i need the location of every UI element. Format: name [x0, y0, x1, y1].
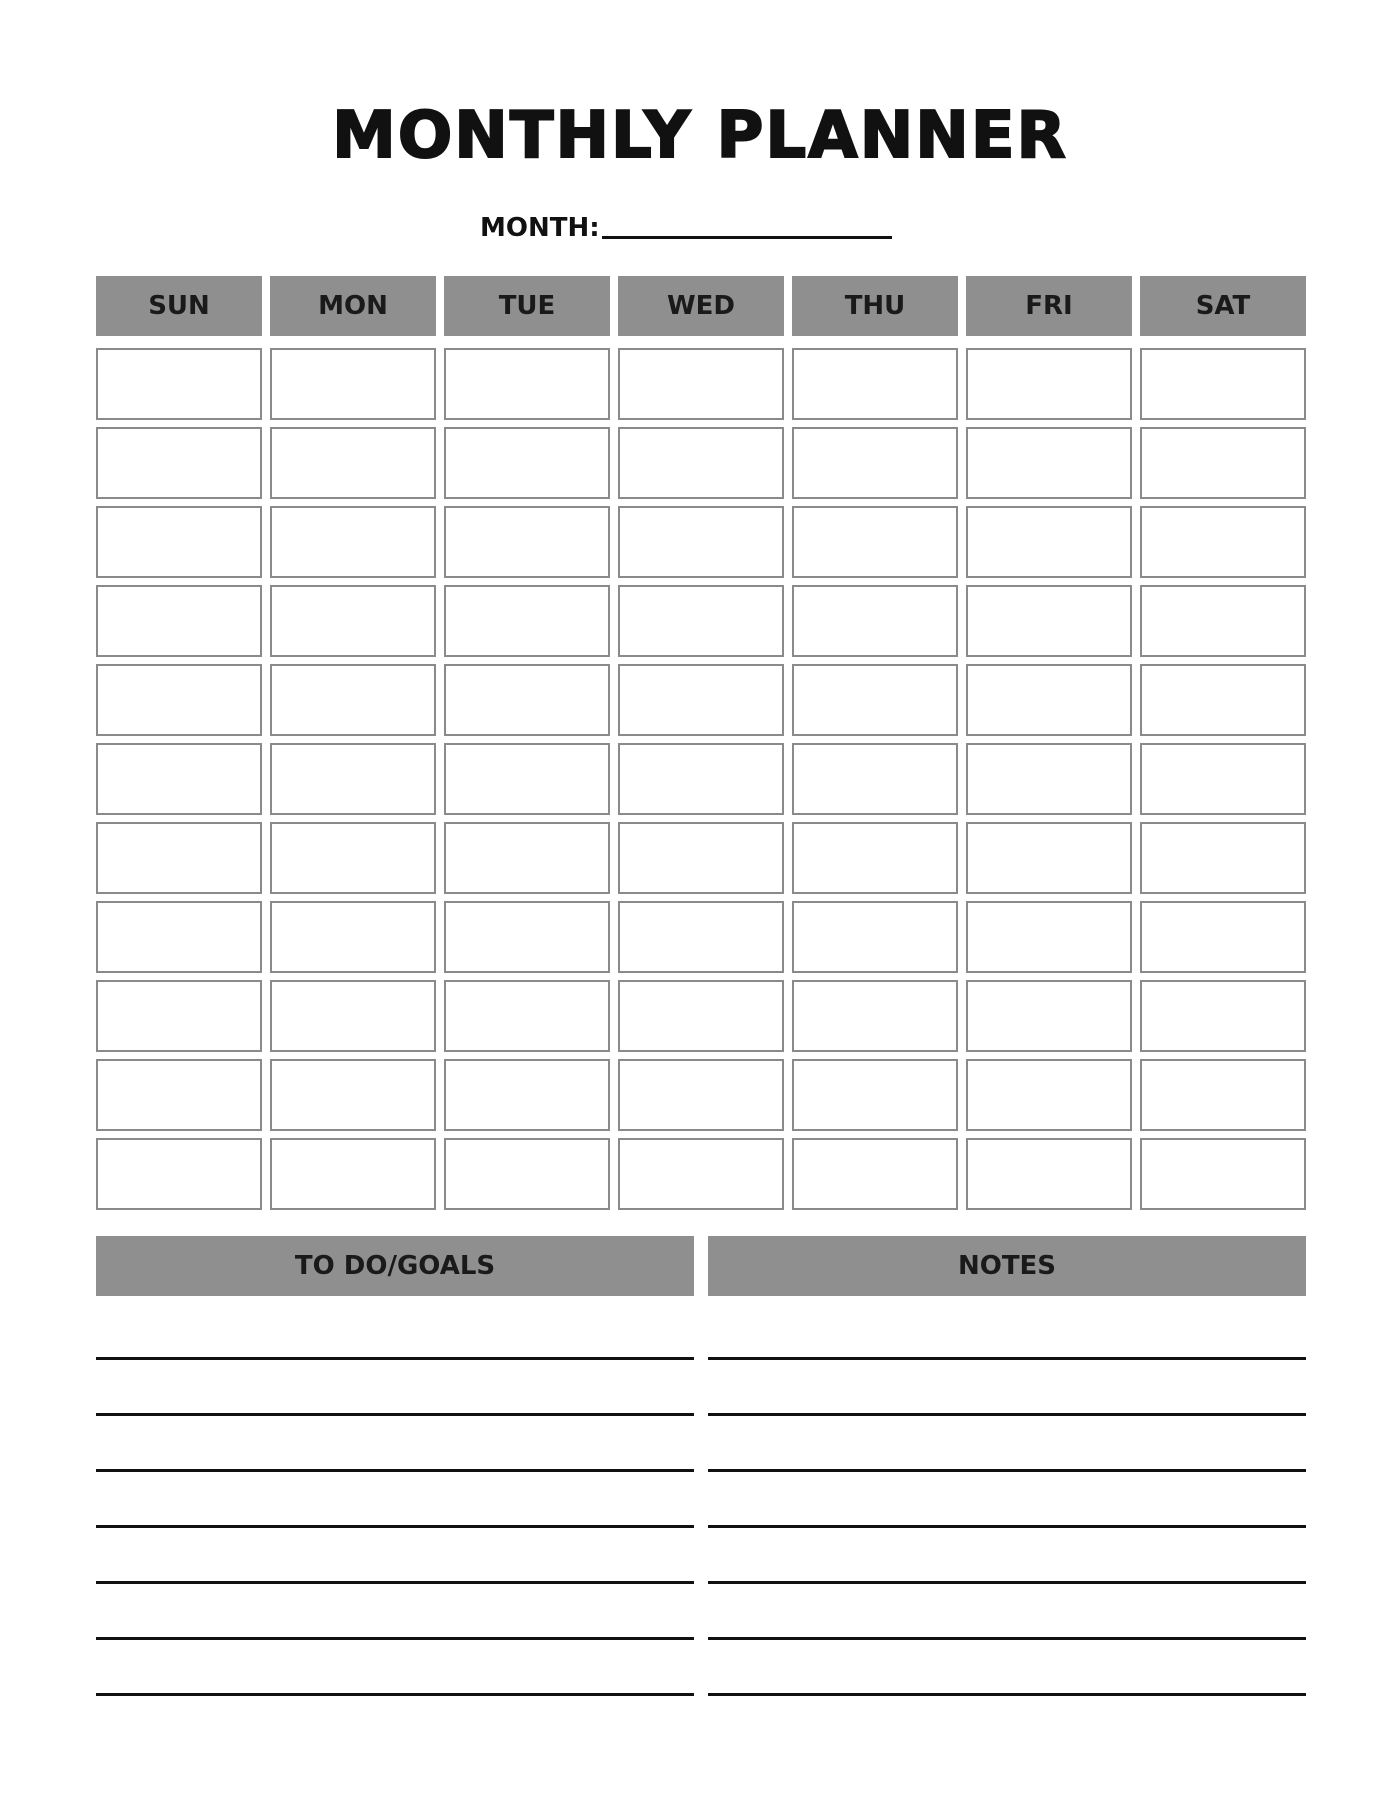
calendar-cell[interactable] [96, 506, 262, 578]
calendar-cell[interactable] [966, 1138, 1132, 1210]
calendar-cell[interactable] [270, 1138, 436, 1210]
calendar-cell[interactable] [618, 1059, 784, 1131]
calendar-cell[interactable] [1140, 348, 1306, 420]
day-header-thu: THU [792, 276, 958, 336]
calendar-cell[interactable] [966, 822, 1132, 894]
calendar-cells [96, 348, 1306, 1210]
todo-goal-line[interactable] [96, 1640, 694, 1696]
calendar-cell[interactable] [1140, 1059, 1306, 1131]
calendar-cell[interactable] [792, 1059, 958, 1131]
calendar-cell[interactable] [96, 585, 262, 657]
calendar-cell[interactable] [966, 743, 1132, 815]
calendar-cell[interactable] [1140, 1138, 1306, 1210]
calendar-cell[interactable] [444, 664, 610, 736]
calendar-cell[interactable] [1140, 980, 1306, 1052]
lower-section [96, 1236, 1306, 1696]
calendar-cell[interactable] [1140, 901, 1306, 973]
calendar-cell[interactable] [96, 348, 262, 420]
calendar-cell[interactable] [444, 1059, 610, 1131]
calendar-cell[interactable] [96, 664, 262, 736]
calendar-cell[interactable] [1140, 427, 1306, 499]
calendar-cell[interactable] [96, 743, 262, 815]
calendar-cell[interactable] [270, 348, 436, 420]
todo-goal-line[interactable] [96, 1304, 694, 1360]
day-header-wed: WED [618, 276, 784, 336]
calendar-grid [96, 276, 1306, 1210]
calendar-cell[interactable] [96, 1059, 262, 1131]
calendar-cell[interactable] [966, 427, 1132, 499]
todo-goal-line[interactable] [96, 1416, 694, 1472]
calendar-cell[interactable] [444, 822, 610, 894]
calendar-cell[interactable] [966, 980, 1132, 1052]
month-input-line[interactable] [602, 236, 892, 239]
day-header-mon: MON [270, 276, 436, 336]
calendar-cell[interactable] [270, 743, 436, 815]
calendar-cell[interactable] [96, 980, 262, 1052]
todo-goals-panel [96, 1236, 694, 1696]
calendar-cell[interactable] [270, 506, 436, 578]
calendar-cell[interactable] [618, 1138, 784, 1210]
calendar-cell[interactable] [270, 822, 436, 894]
notes-lines [708, 1304, 1306, 1696]
note-line[interactable] [708, 1640, 1306, 1696]
day-header-fri: FRI [966, 276, 1132, 336]
todo-goal-line[interactable] [96, 1360, 694, 1416]
todo-goal-line[interactable] [96, 1584, 694, 1640]
calendar-cell[interactable] [1140, 506, 1306, 578]
calendar-cell[interactable] [444, 901, 610, 973]
notes-header: NOTES [708, 1236, 1306, 1296]
day-header-sun: SUN [96, 276, 262, 336]
note-line[interactable] [708, 1528, 1306, 1584]
calendar-cell[interactable] [444, 427, 610, 499]
calendar-cell[interactable] [1140, 822, 1306, 894]
calendar-cell[interactable] [792, 901, 958, 973]
calendar-cell[interactable] [792, 585, 958, 657]
note-line[interactable] [708, 1472, 1306, 1528]
todo-goal-line[interactable] [96, 1472, 694, 1528]
calendar-cell[interactable] [792, 664, 958, 736]
calendar-cell[interactable] [618, 506, 784, 578]
day-header-row [96, 276, 1306, 336]
calendar-cell[interactable] [444, 980, 610, 1052]
note-line[interactable] [708, 1416, 1306, 1472]
calendar-cell[interactable] [618, 427, 784, 499]
calendar-cell[interactable] [96, 427, 262, 499]
calendar-cell[interactable] [270, 427, 436, 499]
calendar-cell[interactable] [444, 506, 610, 578]
calendar-cell[interactable] [270, 901, 436, 973]
calendar-cell[interactable] [270, 1059, 436, 1131]
calendar-cell[interactable] [792, 427, 958, 499]
calendar-cell[interactable] [792, 506, 958, 578]
calendar-cell[interactable] [792, 980, 958, 1052]
calendar-cell[interactable] [792, 1138, 958, 1210]
calendar-cell[interactable] [792, 743, 958, 815]
calendar-cell[interactable] [1140, 743, 1306, 815]
calendar-cell[interactable] [618, 901, 784, 973]
calendar-cell[interactable] [618, 980, 784, 1052]
calendar-cell[interactable] [1140, 585, 1306, 657]
calendar-cell[interactable] [966, 348, 1132, 420]
calendar-cell[interactable] [618, 585, 784, 657]
calendar-cell[interactable] [618, 664, 784, 736]
calendar-cell[interactable] [966, 506, 1132, 578]
calendar-cell[interactable] [966, 1059, 1132, 1131]
calendar-cell[interactable] [966, 901, 1132, 973]
month-label: MONTH: [480, 213, 600, 243]
calendar-cell[interactable] [618, 822, 784, 894]
todo-goal-line[interactable] [96, 1528, 694, 1584]
todo-goals-header: TO DO/GOALS [96, 1236, 694, 1296]
calendar-cell[interactable] [96, 901, 262, 973]
calendar-cell[interactable] [270, 585, 436, 657]
day-header-tue: TUE [444, 276, 610, 336]
calendar-cell[interactable] [966, 585, 1132, 657]
calendar-cell[interactable] [270, 980, 436, 1052]
calendar-cell[interactable] [618, 743, 784, 815]
month-field-row [480, 207, 892, 243]
note-line[interactable] [708, 1360, 1306, 1416]
calendar-cell[interactable] [444, 743, 610, 815]
calendar-cell[interactable] [792, 822, 958, 894]
calendar-cell[interactable] [966, 664, 1132, 736]
calendar-cell[interactable] [270, 664, 436, 736]
day-header-sat: SAT [1140, 276, 1306, 336]
calendar-cell[interactable] [96, 822, 262, 894]
calendar-cell[interactable] [444, 1138, 610, 1210]
page-title: MONTHLY PLANNER [332, 99, 1068, 173]
todo-goals-lines [96, 1304, 694, 1696]
note-line[interactable] [708, 1584, 1306, 1640]
calendar-cell[interactable] [96, 1138, 262, 1210]
calendar-cell[interactable] [618, 348, 784, 420]
calendar-cell[interactable] [444, 348, 610, 420]
notes-panel [708, 1236, 1306, 1696]
calendar-cell[interactable] [444, 585, 610, 657]
calendar-cell[interactable] [792, 348, 958, 420]
calendar-cell[interactable] [1140, 664, 1306, 736]
note-line[interactable] [708, 1304, 1306, 1360]
